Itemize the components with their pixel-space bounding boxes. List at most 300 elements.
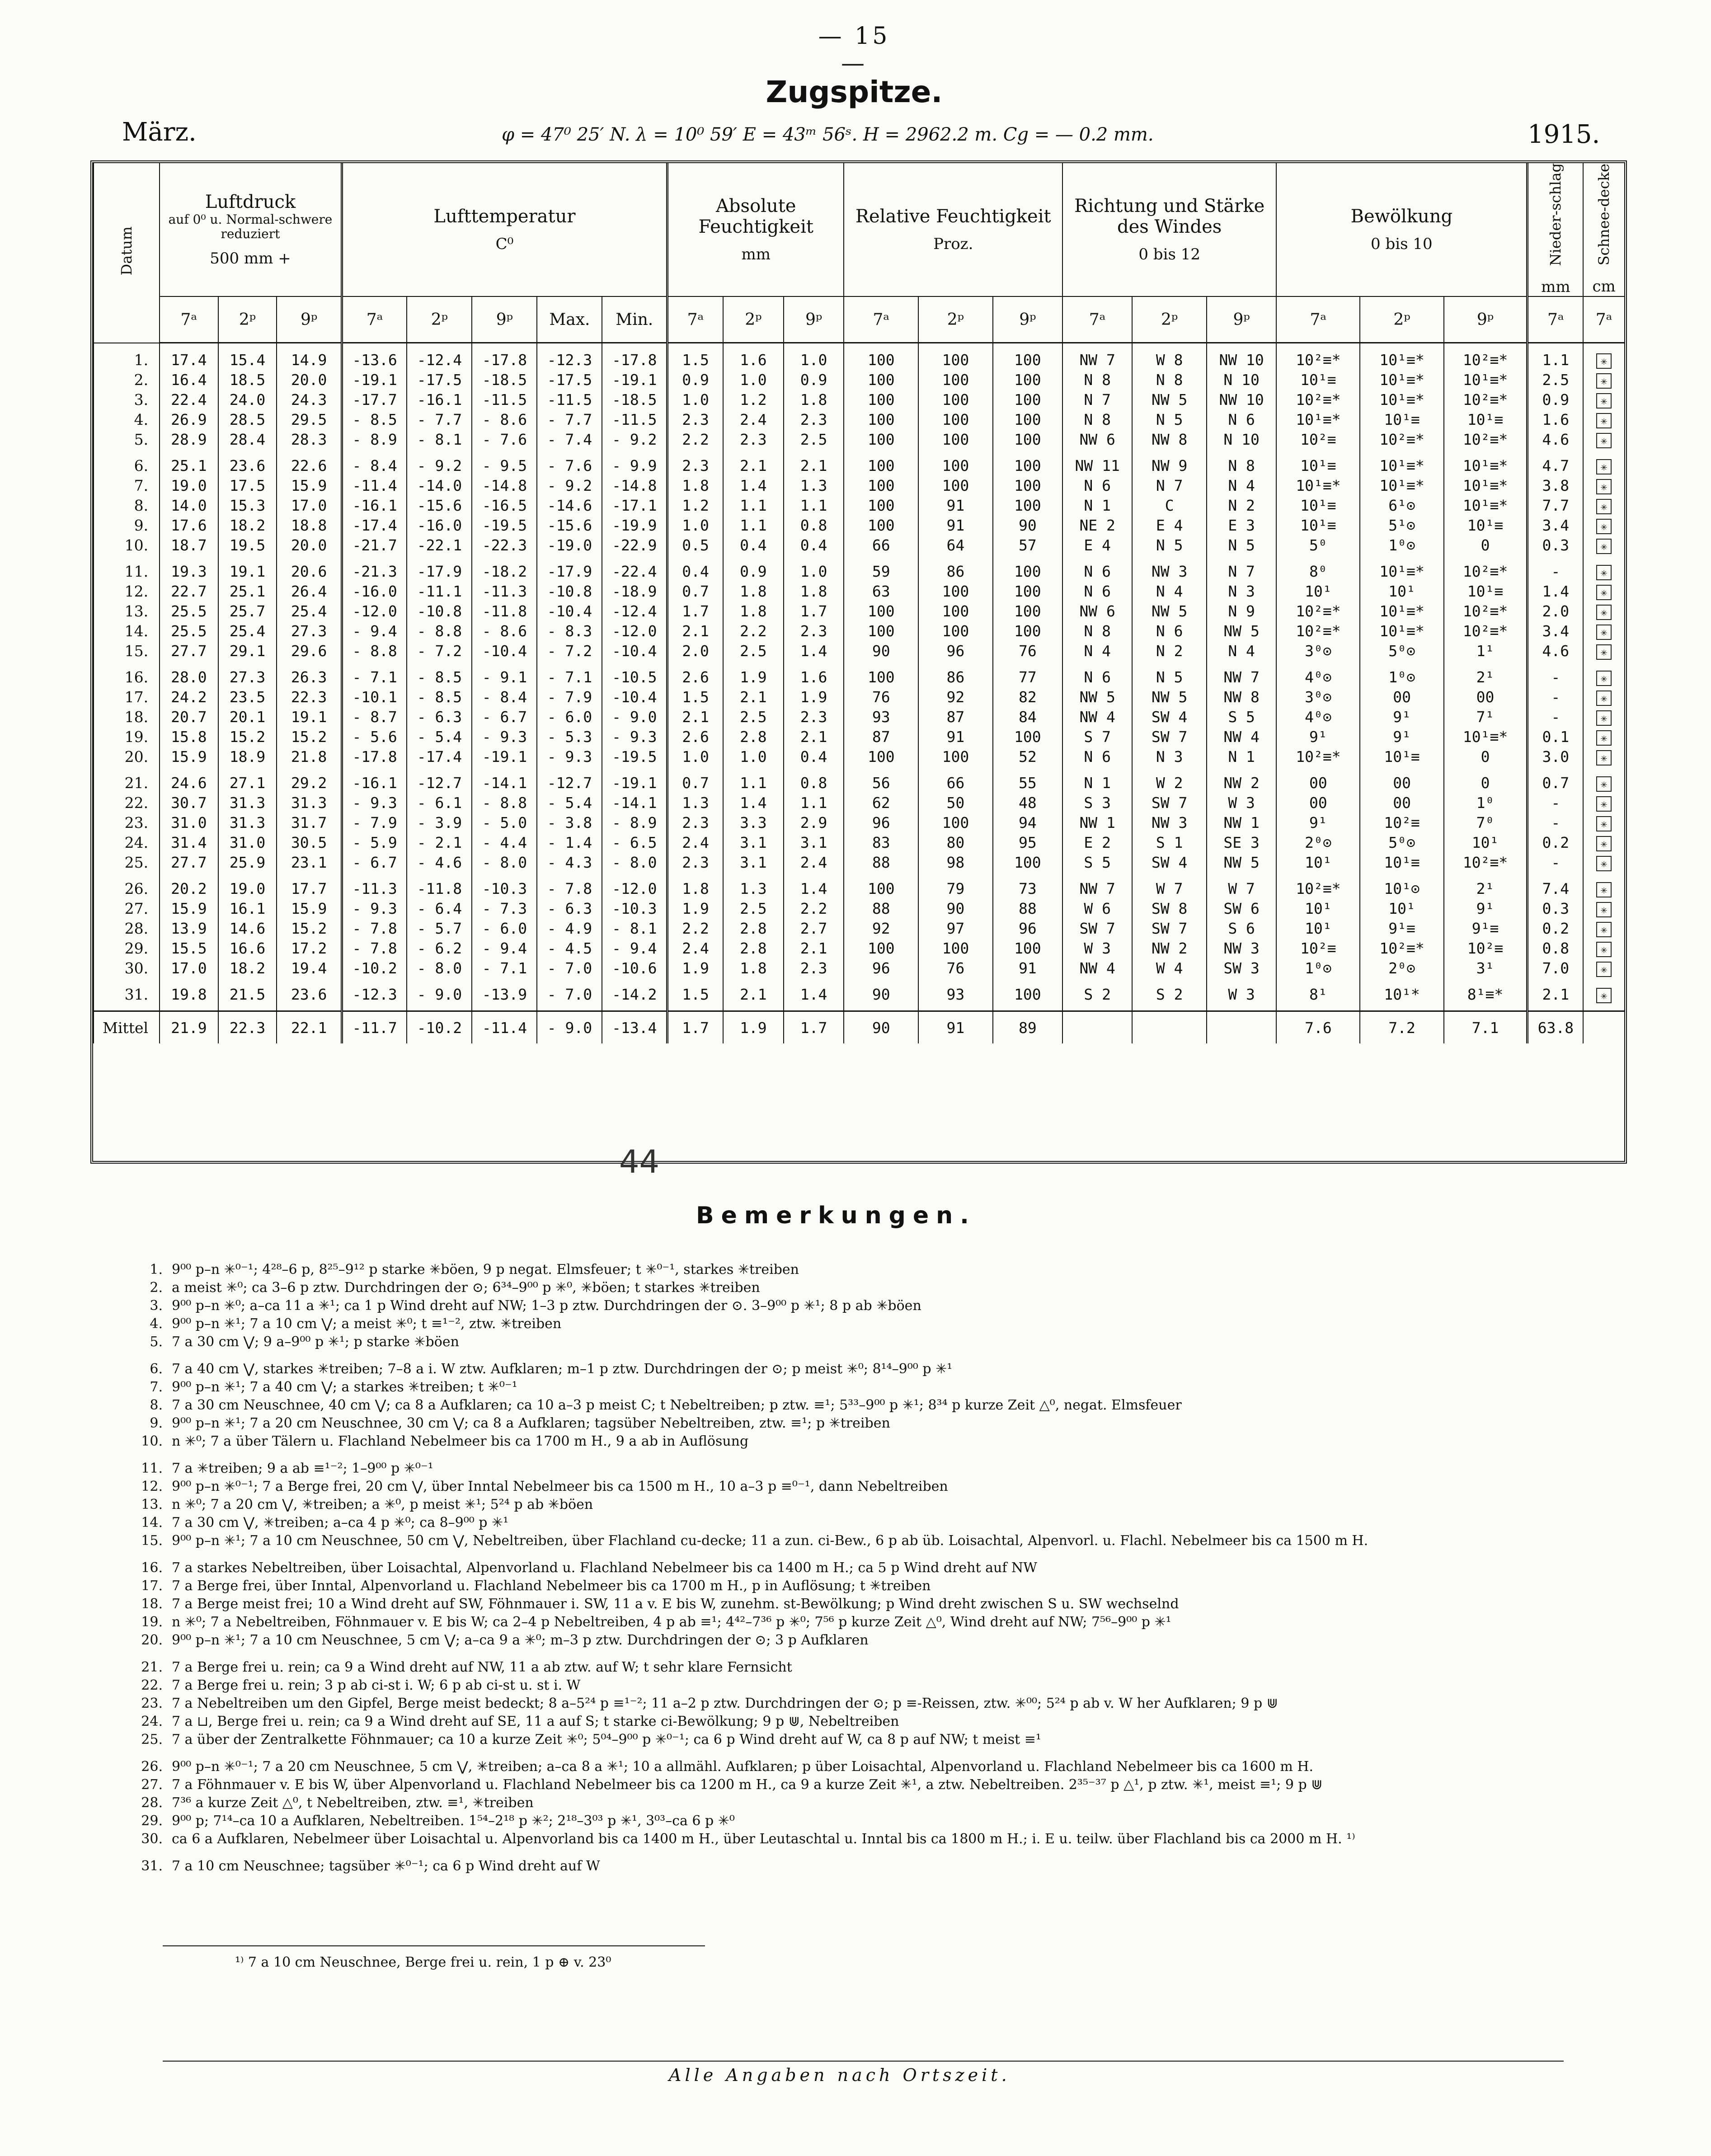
table-cell: 100: [844, 456, 918, 475]
remark-day: 22.: [141, 1677, 163, 1693]
table-cell: 31.0: [218, 832, 277, 852]
table-cell: -10.6: [602, 958, 667, 978]
remark-line: [122, 1532, 1613, 1550]
table-cell: -19.1: [602, 370, 667, 390]
table-cell: 27.7: [160, 641, 218, 661]
spacer-cell: [1207, 872, 1276, 878]
table-cell: N 3: [1207, 581, 1276, 601]
table-cell: -: [1528, 793, 1583, 813]
table-cell: 63: [844, 581, 918, 601]
spacer-cell: [218, 978, 277, 984]
table-cell: 62: [844, 793, 918, 813]
table-cell: 2.2: [667, 918, 723, 938]
table-cell: - 5.4: [537, 793, 602, 813]
table-cell: - 4.3: [537, 852, 602, 872]
table-cell: -: [1528, 813, 1583, 832]
table-cell: 2.1: [667, 621, 723, 641]
table-cell: - 7.0: [537, 958, 602, 978]
table-cell: 90: [918, 898, 993, 918]
table-cell: - 3.9: [407, 813, 472, 832]
table-cell: 9¹: [1276, 813, 1360, 832]
table-cell: 0.9: [784, 370, 844, 390]
table-cell: 100: [918, 601, 993, 621]
table-cell: -16.1: [342, 495, 407, 515]
table-cell: NW 10: [1207, 390, 1276, 409]
table-cell: 25.1: [160, 456, 218, 475]
table-cell: 10²≡*: [1444, 390, 1528, 409]
spacer-cell: [277, 449, 342, 456]
header-datum: Datum: [94, 163, 160, 343]
table-cell: - 4.6: [407, 852, 472, 872]
spacer-cell: [602, 449, 667, 456]
table-cell: N 6: [1062, 667, 1132, 687]
spacer-cell: [1444, 661, 1528, 667]
remark-line: [122, 1695, 1613, 1713]
table-cell: 8¹≡*: [1444, 984, 1528, 1004]
table-cell: 1.4: [723, 793, 784, 813]
remark-line: [122, 1433, 1613, 1451]
table-cell: NW 3: [1132, 561, 1207, 581]
spacer-cell: [1444, 978, 1528, 984]
table-cell: - 7.9: [537, 687, 602, 707]
table-cell: 100: [993, 938, 1062, 958]
table-cell: 25.1: [218, 581, 277, 601]
snow-cover-cell: [1583, 1011, 1624, 1044]
table-cell: W 6: [1062, 898, 1132, 918]
table-cell: 1.4: [723, 475, 784, 495]
table-cell: 18.8: [277, 515, 342, 535]
spacer-cell: [1583, 661, 1624, 667]
spacer-cell: [723, 766, 784, 773]
table-cell: 97: [918, 918, 993, 938]
spacer-cell: [472, 555, 537, 561]
table-cell: W 3: [1062, 938, 1132, 958]
table-cell: 15.8: [160, 727, 218, 747]
table-cell: 1.9: [723, 667, 784, 687]
table-cell: NW 1: [1062, 813, 1132, 832]
spacer-cell: [407, 872, 472, 878]
table-cell: 8¹: [1276, 984, 1360, 1004]
table-cell: 1.5: [667, 984, 723, 1004]
table-cell: 100: [844, 878, 918, 898]
spacer-cell: [602, 872, 667, 878]
spacer-cell: [160, 555, 218, 561]
spacer-cell: [94, 343, 160, 350]
spacer-cell: [844, 978, 918, 984]
table-cell: 22.3: [218, 1011, 277, 1044]
day-cell: 7.: [94, 475, 160, 495]
spacer-cell: [407, 978, 472, 984]
spacer-cell: [784, 449, 844, 456]
table-cell: -15.6: [407, 495, 472, 515]
table-cell: 1.1: [723, 773, 784, 793]
day-cell: 19.: [94, 727, 160, 747]
table-cell: 10¹≡*: [1360, 390, 1443, 409]
sub-header-cell: 7ᵃ: [667, 296, 723, 343]
remark-line: [122, 1496, 1613, 1514]
table-cell: 10¹≡*: [1360, 475, 1443, 495]
table-cell: 100: [993, 429, 1062, 449]
table-cell: 1.7: [784, 601, 844, 621]
table-cell: 3.4: [1528, 515, 1583, 535]
table-cell: - 6.0: [537, 707, 602, 727]
spacer-cell: [723, 872, 784, 878]
spacer-cell: [784, 555, 844, 561]
day-cell: 12.: [94, 581, 160, 601]
snow-cover-cell: ✳: [1583, 707, 1624, 727]
table-cell: 2.6: [667, 727, 723, 747]
table-cell: NW 5: [1132, 687, 1207, 707]
table-cell: 00: [1444, 687, 1528, 707]
spacer-cell: [1062, 872, 1132, 878]
snow-cover-cell: ✳: [1583, 727, 1624, 747]
day-cell: Mittel: [94, 1011, 160, 1044]
spacer-cell: [918, 449, 993, 456]
table-cell: -14.8: [472, 475, 537, 495]
table-cell: 2.3: [667, 813, 723, 832]
spacer-cell: [918, 766, 993, 773]
table-cell: -12.0: [602, 878, 667, 898]
table-cell: -21.3: [342, 561, 407, 581]
spacer-cell: [1062, 555, 1132, 561]
table-cell: -13.4: [602, 1011, 667, 1044]
table-cell: -: [1528, 667, 1583, 687]
table-cell: 2.2: [723, 621, 784, 641]
day-cell: 5.: [94, 429, 160, 449]
table-cell: - 9.2: [407, 456, 472, 475]
table-cell: SW 7: [1132, 727, 1207, 747]
spacer-cell: [844, 1004, 918, 1011]
spacer-cell: [218, 661, 277, 667]
table-cell: W 8: [1132, 350, 1207, 370]
spacer-cell: [993, 555, 1062, 561]
spacer-cell: [918, 661, 993, 667]
table-cell: 1⁰: [1444, 793, 1528, 813]
table-cell: 7.2: [1360, 1011, 1443, 1044]
table-cell: N 7: [1207, 561, 1276, 581]
table-row: [94, 641, 1624, 661]
table-cell: 86: [918, 561, 993, 581]
table-cell: SW 7: [1132, 793, 1207, 813]
table-cell: 7.6: [1276, 1011, 1360, 1044]
table-cell: -18.5: [602, 390, 667, 409]
table-cell: 16.1: [218, 898, 277, 918]
table-cell: 19.3: [160, 561, 218, 581]
sub-header-cell: 2ᵖ: [407, 296, 472, 343]
table-cell: 27.3: [277, 621, 342, 641]
table-cell: 19.4: [277, 958, 342, 978]
table-cell: 22.1: [277, 1011, 342, 1044]
remark-day: 31.: [141, 1858, 163, 1874]
table-cell: NW 11: [1062, 456, 1132, 475]
spacer-cell: [1528, 449, 1583, 456]
table-cell: 18.7: [160, 535, 218, 555]
remark-line: [122, 1731, 1613, 1749]
table-cell: NW 9: [1132, 456, 1207, 475]
remark-line: [122, 1297, 1613, 1315]
table-cell: 16.6: [218, 938, 277, 958]
table-cell: -10.2: [407, 1011, 472, 1044]
spacer-cell: [537, 449, 602, 456]
spacer-cell: [602, 978, 667, 984]
snow-cover-cell: ✳: [1583, 687, 1624, 707]
spacer-cell: [160, 766, 218, 773]
group-spacer: [94, 766, 1624, 773]
snow-cover-cell: ✳: [1583, 495, 1624, 515]
table-cell: 3¹: [1444, 958, 1528, 978]
remark-text: 7 a Berge frei u. rein; ca 9 a Wind dreht auf NW, 11 a ab ztw. auf W; t sehr klare Fernsicht: [172, 1659, 792, 1675]
spacer-cell: [277, 872, 342, 878]
table-cell: 100: [918, 370, 993, 390]
group-spacer: [94, 978, 1624, 984]
table-cell: - 8.1: [602, 918, 667, 938]
day-cell: 17.: [94, 687, 160, 707]
table-cell: 91: [918, 727, 993, 747]
table-cell: -11.4: [472, 1011, 537, 1044]
spacer-cell: [993, 978, 1062, 984]
remark-text: n ✳⁰; 7 a 20 cm ⋁, ✳treiben; a ✳⁰, p meist ✳¹; 5²⁴ p ab ✳böen: [172, 1497, 593, 1512]
remark-text: 7 a ⊔, Berge frei u. rein; ca 9 a Wind dreht auf SE, 11 a auf S; t starke ci-Bewölkung; 9 p ⋓, Nebeltreiben: [172, 1714, 899, 1729]
spacer-cell: [94, 766, 160, 773]
table-cell: 2.3: [723, 429, 784, 449]
table-cell: 0.7: [667, 773, 723, 793]
snow-cover-cell: ✳: [1583, 621, 1624, 641]
table-cell: 10¹: [1360, 898, 1443, 918]
table-cell: 8⁰: [1276, 561, 1360, 581]
table-cell: 0.9: [1528, 390, 1583, 409]
table-cell: - 7.1: [537, 667, 602, 687]
table-cell: SW 4: [1132, 707, 1207, 727]
table-cell: N 8: [1062, 621, 1132, 641]
table-cell: 1.8: [723, 601, 784, 621]
spacer-cell: [277, 978, 342, 984]
spacer-cell: [723, 978, 784, 984]
spacer-cell: [472, 766, 537, 773]
snow-cover-cell: ✳: [1583, 832, 1624, 852]
spacer-cell: [918, 1004, 993, 1011]
table-cell: 2.1: [784, 727, 844, 747]
table-cell: 2.9: [784, 813, 844, 832]
spacer-cell: [407, 1004, 472, 1011]
remark-text: 9⁰⁰ p–n ✳¹; 7 a 10 cm Neuschnee, 50 cm ⋁, Nebeltreiben, über Flachland cu-decke; 11 a zun. ci-Bew., 6 p ab üb. Loisachtal, Alpenvorl. u. Flachl. Nebelmeer bis ca 1500 m H.: [172, 1533, 1368, 1549]
table-cell: 27.3: [218, 667, 277, 687]
spacer-cell: [160, 449, 218, 456]
spacer-cell: [667, 1004, 723, 1011]
table-cell: - 8.3: [537, 621, 602, 641]
table-cell: 10¹*: [1360, 984, 1443, 1004]
footer-divider: [163, 2061, 1564, 2062]
table-cell: - 7.3: [472, 898, 537, 918]
table-cell: -: [1528, 707, 1583, 727]
spacer-cell: [342, 978, 407, 984]
table-cell: - 9.2: [602, 429, 667, 449]
spacer-cell: [277, 343, 342, 350]
sub-header-cell: 2ᵖ: [218, 296, 277, 343]
table-cell: - 9.1: [472, 667, 537, 687]
remark-day: 25.: [141, 1732, 163, 1747]
day-cell: 13.: [94, 601, 160, 621]
spacer-cell: [407, 343, 472, 350]
remark-text: 7 a Föhnmauer v. E bis W, über Alpenvorland u. Flachland Nebelmeer bis ca 1200 m H., ca 9 a kurze Zeit ✳¹, a ztw. Nebeltreiben. 2³⁵⁻³⁷ p △¹, p ztw. ✳¹, meist ≡¹; 9 p ⋓: [172, 1777, 1323, 1793]
table-cell: 1.8: [784, 581, 844, 601]
remarks-title: Bemerkungen.: [696, 1202, 976, 1229]
remark-day: 17.: [141, 1578, 163, 1594]
spacer-cell: [1360, 978, 1443, 984]
table-cell: 21.8: [277, 747, 342, 766]
table-cell: 100: [993, 390, 1062, 409]
table-cell: -17.8: [472, 350, 537, 370]
table-row: [94, 898, 1624, 918]
spacer-cell: [472, 872, 537, 878]
table-cell: 28.9: [160, 429, 218, 449]
remark-line: [122, 1279, 1613, 1297]
table-cell: 2.1: [723, 687, 784, 707]
table-row: [94, 687, 1624, 707]
table-cell: 1.4: [784, 984, 844, 1004]
table-cell: 18.2: [218, 958, 277, 978]
table-cell: S 5: [1062, 852, 1132, 872]
table-cell: -11.4: [342, 475, 407, 495]
group-spacer: [94, 449, 1624, 456]
spacer-cell: [1444, 343, 1528, 350]
group-spacer: [94, 1004, 1624, 1011]
table-cell: W 7: [1207, 878, 1276, 898]
table-cell: - 9.3: [342, 793, 407, 813]
table-cell: 3⁰⊙: [1276, 687, 1360, 707]
spacer-cell: [1132, 766, 1207, 773]
table-row: [94, 495, 1624, 515]
table-cell: S 5: [1207, 707, 1276, 727]
footnote-divider: [163, 1945, 705, 1946]
table-cell: 91: [918, 515, 993, 535]
table-cell: 10²≡*: [1444, 429, 1528, 449]
table-cell: 2.8: [723, 918, 784, 938]
spacer-cell: [993, 449, 1062, 456]
remark-line: [122, 1478, 1613, 1496]
table-cell: -12.0: [342, 601, 407, 621]
table-cell: 25.5: [160, 601, 218, 621]
table-cell: -17.7: [342, 390, 407, 409]
remark-line: [122, 1595, 1613, 1613]
table-cell: N 4: [1207, 641, 1276, 661]
table-cell: N 1: [1207, 747, 1276, 766]
table-cell: E 2: [1062, 832, 1132, 852]
table-cell: 2.3: [784, 958, 844, 978]
table-cell: - 7.4: [537, 429, 602, 449]
table-cell: 24.3: [277, 390, 342, 409]
table-cell: - 4.4: [472, 832, 537, 852]
remark-line: [122, 1857, 1613, 1875]
table-cell: 10¹≡*: [1360, 456, 1443, 475]
spacer-cell: [723, 343, 784, 350]
table-cell: 80: [918, 832, 993, 852]
table-cell: -10.8: [537, 581, 602, 601]
spacer-cell: [784, 343, 844, 350]
spacer-cell: [1062, 343, 1132, 350]
spacer-cell: [218, 766, 277, 773]
snow-cover-cell: ✳: [1583, 350, 1624, 370]
spacer-cell: [1528, 661, 1583, 667]
table-cell: N 5: [1132, 667, 1207, 687]
day-cell: 25.: [94, 852, 160, 872]
table-cell: N 10: [1207, 429, 1276, 449]
day-cell: 30.: [94, 958, 160, 978]
spacer-cell: [160, 872, 218, 878]
table-cell: 83: [844, 832, 918, 852]
table-cell: - 6.0: [472, 918, 537, 938]
spacer-cell: [993, 872, 1062, 878]
table-cell: 1.9: [723, 1011, 784, 1044]
spacer-cell: [667, 978, 723, 984]
table-cell: 9¹≡: [1444, 918, 1528, 938]
remark-day: 9.: [150, 1415, 163, 1431]
table-cell: 19.8: [160, 984, 218, 1004]
spacer-cell: [844, 661, 918, 667]
table-cell: 18.5: [218, 370, 277, 390]
table-cell: 64: [918, 535, 993, 555]
table-cell: - 5.7: [407, 918, 472, 938]
sub-header-cell: 2ᵖ: [1132, 296, 1207, 343]
table-cell: 0.2: [1528, 918, 1583, 938]
table-cell: [1207, 1011, 1276, 1044]
snow-cover-cell: ✳: [1583, 958, 1624, 978]
day-cell: 22.: [94, 793, 160, 813]
spacer-cell: [1132, 449, 1207, 456]
snow-cover-cell: ✳: [1583, 409, 1624, 429]
table-cell: 100: [918, 813, 993, 832]
table-cell: 1.7: [667, 1011, 723, 1044]
spacer-cell: [472, 449, 537, 456]
remark-line: [122, 1631, 1613, 1649]
table-cell: 100: [918, 475, 993, 495]
remark-text: 7 a 30 cm ⋁; 9 a–9⁰⁰ p ✳¹; p starke ✳böen: [172, 1334, 459, 1350]
remark-day: 10.: [141, 1433, 163, 1449]
table-cell: -12.7: [537, 773, 602, 793]
table-cell: 2.4: [723, 409, 784, 429]
remark-day: 12.: [141, 1479, 163, 1494]
day-cell: 6.: [94, 456, 160, 475]
table-cell: -17.1: [602, 495, 667, 515]
table-cell: 27.7: [160, 852, 218, 872]
table-cell: -10.4: [472, 641, 537, 661]
table-cell: -11.5: [472, 390, 537, 409]
spacer-cell: [472, 1004, 537, 1011]
table-row: [94, 958, 1624, 978]
table-cell: -16.1: [342, 773, 407, 793]
table-cell: -14.0: [407, 475, 472, 495]
spacer-cell: [667, 661, 723, 667]
spacer-cell: [407, 449, 472, 456]
table-cell: 1.3: [723, 878, 784, 898]
table-cell: 29.5: [277, 409, 342, 429]
table-cell: 98: [918, 852, 993, 872]
spacer-cell: [784, 872, 844, 878]
table-cell: 19.0: [160, 475, 218, 495]
table-cell: 10¹: [1444, 832, 1528, 852]
table-cell: - 9.4: [602, 938, 667, 958]
table-cell: 25.9: [218, 852, 277, 872]
table-cell: NW 4: [1062, 958, 1132, 978]
table-cell: - 6.1: [407, 793, 472, 813]
spacer-cell: [407, 661, 472, 667]
table-cell: NW 2: [1132, 938, 1207, 958]
table-cell: 10²≡: [1276, 938, 1360, 958]
remark-text: 7 a Berge meist frei; 10 a Wind dreht auf SW, Föhnmauer i. SW, 11 a v. E bis W, zunehm. st-Bewölkung; p Wind dreht zwischen S u. SW wechselnd: [172, 1596, 1179, 1612]
table-cell: -18.5: [472, 370, 537, 390]
spacer-cell: [1360, 449, 1443, 456]
table-cell: -11.8: [407, 878, 472, 898]
spacer-cell: [844, 343, 918, 350]
